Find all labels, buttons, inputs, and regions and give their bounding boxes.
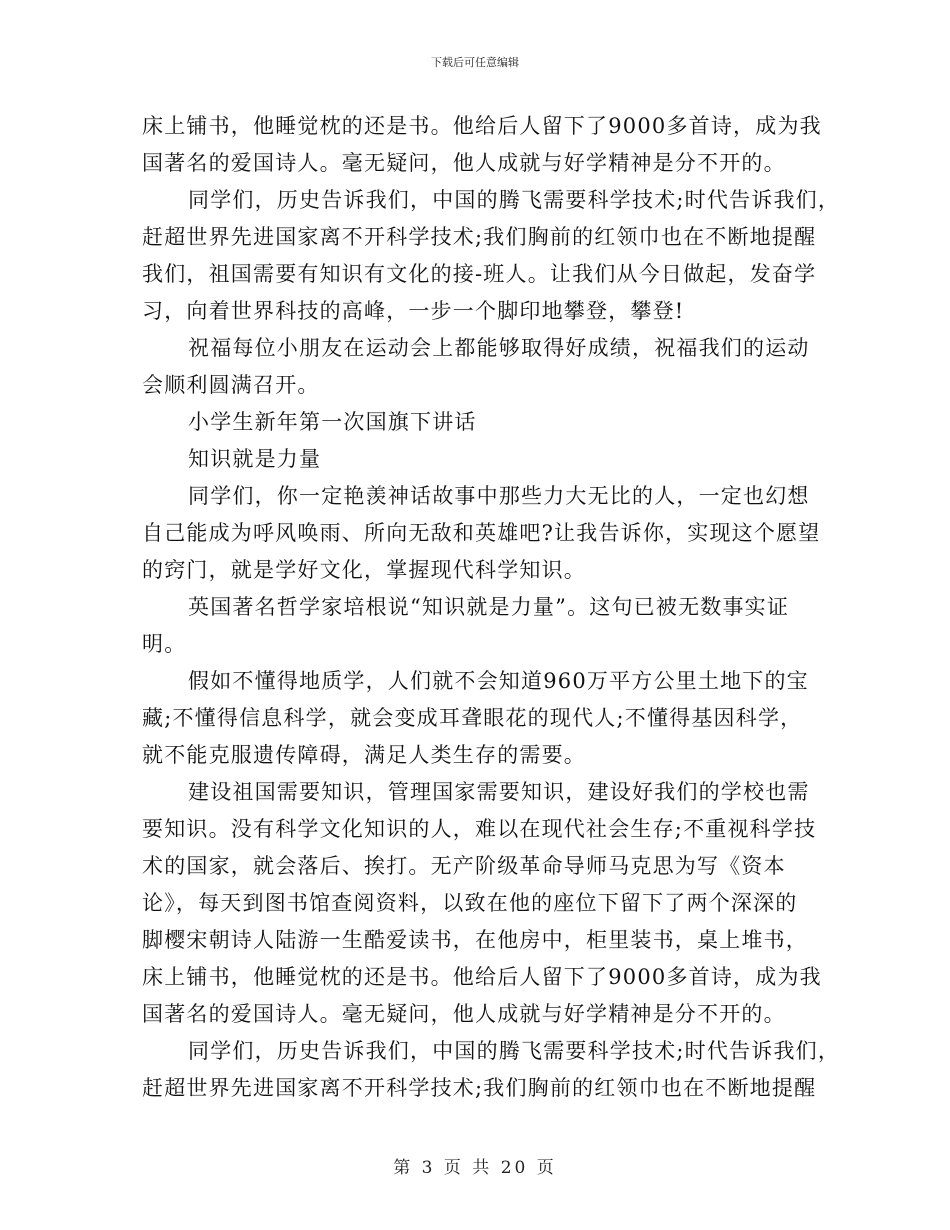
text-line: 赶超世界先进国家离不开科学技术;我们胸前的红领巾也在不断地提醒 — [142, 1076, 817, 1100]
text-line: 同学们，历史告诉我们，中国的腾飞需要科学技术;时代告诉我们， — [188, 188, 841, 212]
page-header: 下载后可任意编辑 — [431, 56, 519, 69]
text-line: 建设祖国需要知识，管理国家需要知识，建设好我们的学校也需 — [188, 780, 810, 804]
text-line: 藏;不懂得信息科学，就会变成耳聋眼花的现代人;不懂得基因科学， — [142, 706, 803, 730]
text-line: 祝福每位小朋友在运动会上都能够取得好成绩，祝福我们的运动 — [188, 336, 810, 360]
text-line: 知识就是力量 — [188, 447, 322, 471]
text-line: 明。 — [142, 632, 187, 656]
text-line: 赶超世界先进国家离不开科学技术;我们胸前的红领巾也在不断地提醒 — [142, 225, 817, 249]
text-line: 同学们，你一定艳羡神话故事中那些力大无比的人，一定也幻想 — [188, 484, 810, 508]
text-line: 习，向着世界科技的高峰，一步一个脚印地攀登，攀登! — [142, 299, 685, 323]
text-line: 小学生新年第一次国旗下讲话 — [188, 410, 477, 434]
text-line: 床上铺书，他睡觉枕的还是书。他给后人留下了9000多首诗，成为我 — [142, 114, 822, 138]
text-line: 自己能成为呼风唤雨、所向无敌和英雄吧?让我告诉你，实现这个愿望 — [142, 521, 821, 545]
document-body — [142, 108, 841, 1107]
text-line: 脚樱宋朝诗人陆游一生酷爱读书，在他房中，柜里装书，桌上堆书， — [142, 928, 808, 952]
text-line: 同学们，历史告诉我们，中国的腾飞需要科学技术;时代告诉我们， — [188, 1039, 841, 1063]
text-line: 会顺利圆满召开。 — [142, 373, 320, 397]
text-line: 英国著名哲学家培根说“知识就是力量”。这句已被无数事实证 — [188, 595, 790, 619]
text-line: 我们，祖国需要有知识有文化的接-班人。让我们从今日做起，发奋学 — [142, 262, 817, 286]
text-line: 论》，每天到图书馆查阅资料，以致在他的座位下留下了两个深深的 — [142, 891, 798, 915]
text-line: 假如不懂得地质学，人们就不会知道960万平方公里土地下的宝 — [188, 669, 809, 693]
text-line: 术的国家，就会落后、挨打。无产阶级革命导师马克思为写《资本 — [142, 854, 786, 878]
text-line: 要知识。没有科学文化知识的人，难以在现代社会生存;不重视科学技 — [142, 817, 817, 841]
page-footer: 第 3 页 共 20 页 — [393, 1158, 557, 1178]
text-line: 国著名的爱国诗人。毫无疑问，他人成就与好学精神是分不开的。 — [142, 1002, 786, 1026]
text-line: 床上铺书，他睡觉枕的还是书。他给后人留下了9000多首诗，成为我 — [142, 965, 822, 989]
text-line: 国著名的爱国诗人。毫无疑问，他人成就与好学精神是分不开的。 — [142, 151, 786, 175]
text-line: 就不能克服遗传障碍，满足人类生存的需要。 — [142, 743, 586, 767]
text-line: 的窍门，就是学好文化，掌握现代科学知识。 — [142, 558, 586, 582]
